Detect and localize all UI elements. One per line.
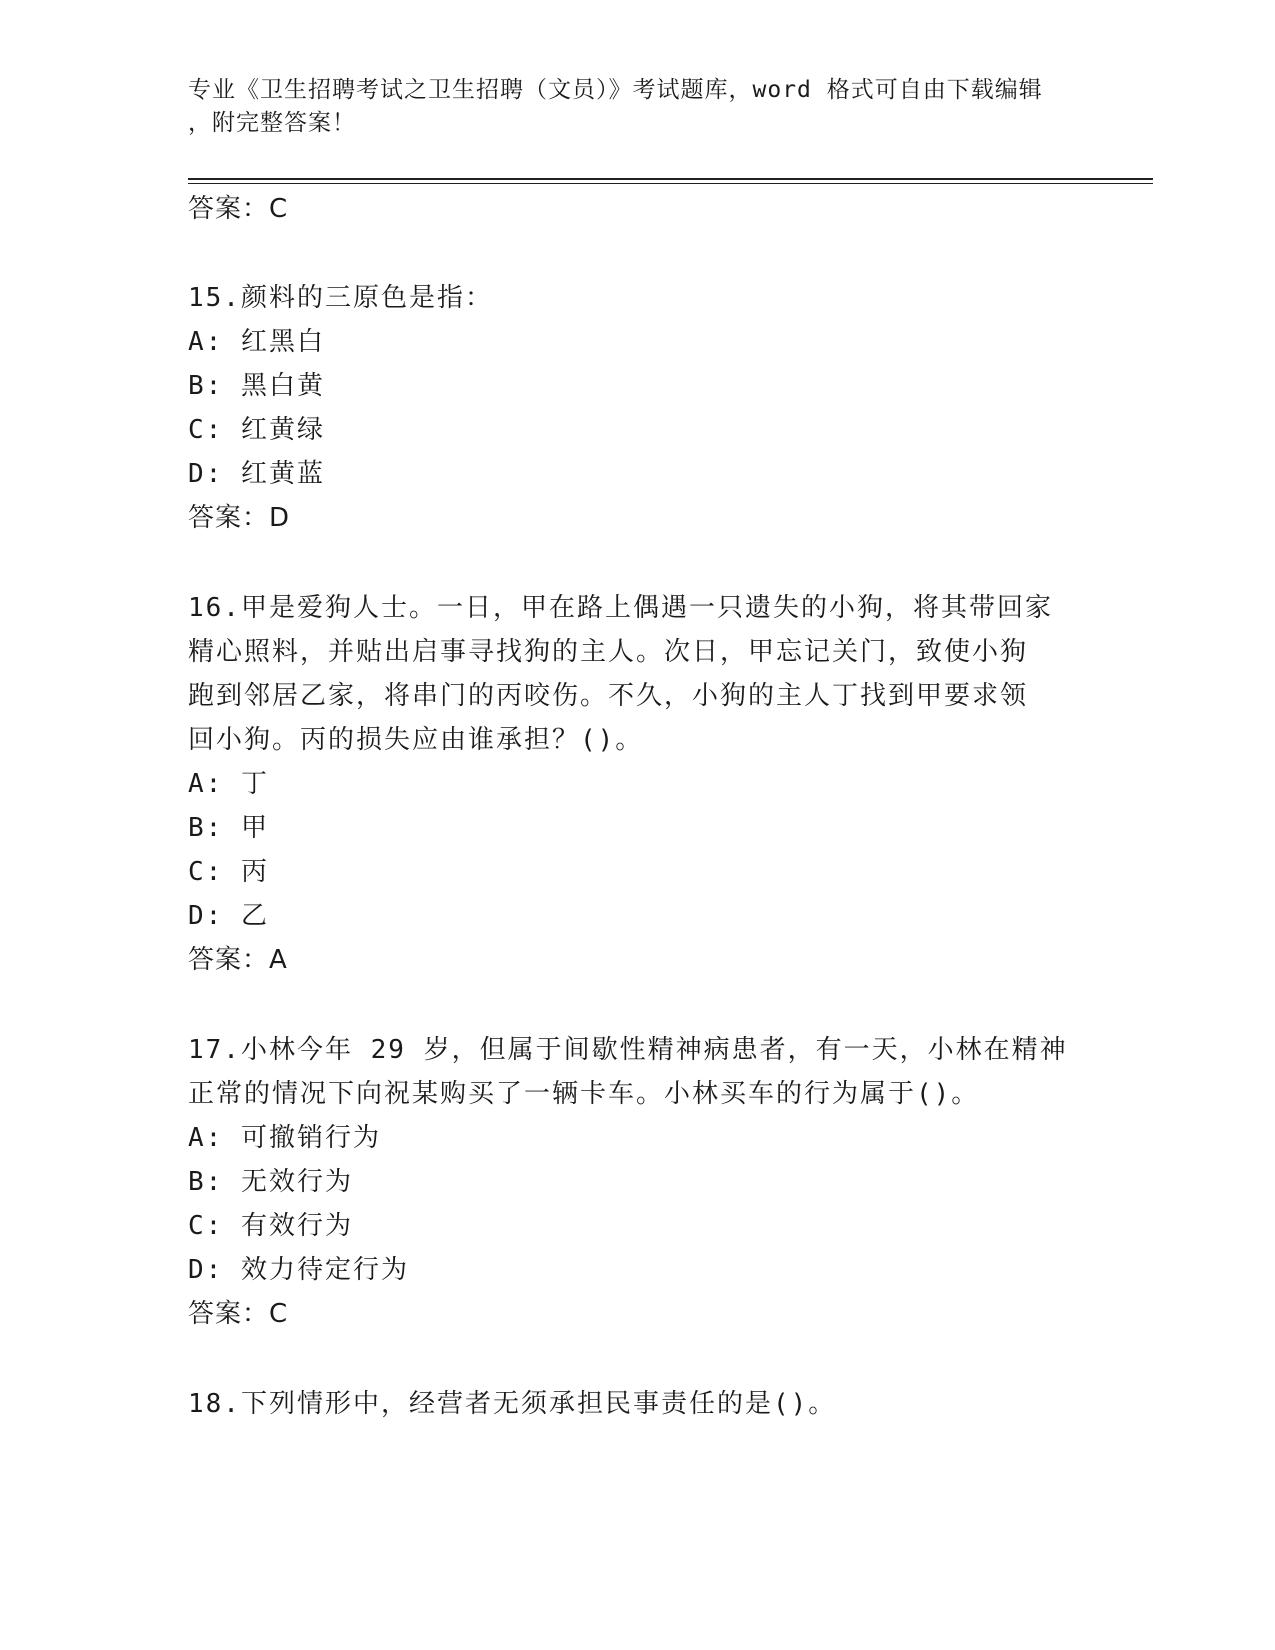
header-line-2: ，附完整答案！ — [188, 110, 356, 136]
q16-answer: 答案：A — [188, 945, 288, 975]
q17-option-c: C: 有效行为 — [188, 1211, 353, 1241]
header-divider-thin — [188, 183, 1153, 184]
q16-option-a: A: 丁 — [188, 769, 269, 799]
q15-answer: 答案：D — [188, 503, 291, 533]
header-line-1: 专业《卫生招聘考试之卫生招聘（文员）》考试题库，word 格式可自由下载编辑 — [188, 77, 1043, 103]
q15-option-a: A: 红黑白 — [188, 327, 325, 357]
q15-option-d: D: 红黄蓝 — [188, 459, 325, 489]
q16-option-c: C: 丙 — [188, 857, 269, 887]
header-divider-thick — [188, 178, 1153, 180]
question-15: 15.颜料的三原色是指： — [188, 283, 493, 313]
question-17-line-1: 17.小林今年 29 岁，但属于间歇性精神病患者，有一天，小林在精神 — [188, 1035, 1068, 1065]
q16-option-b: B: 甲 — [188, 813, 269, 843]
question-16-line-3: 跑到邻居乙家，将串门的丙咬伤。不久，小狗的主人丁找到甲要求领 — [188, 681, 1029, 711]
q15-option-c: C: 红黄绿 — [188, 415, 325, 445]
question-16-line-1: 16.甲是爱狗人士。一日，甲在路上偶遇一只遗失的小狗，将其带回家 — [188, 593, 1053, 623]
q17-option-d: D: 效力待定行为 — [188, 1255, 409, 1285]
question-18: 18.下列情形中，经营者无须承担民事责任的是()。 — [188, 1389, 837, 1419]
q17-option-b: B: 无效行为 — [188, 1167, 353, 1197]
q15-option-b: B: 黑白黄 — [188, 371, 325, 401]
question-17-line-2: 正常的情况下向祝某购买了一辆卡车。小林买车的行为属于()。 — [188, 1079, 980, 1109]
document-header — [188, 74, 1068, 140]
previous-answer: 答案：C — [188, 194, 289, 224]
q17-answer: 答案：C — [188, 1299, 289, 1329]
q16-option-d: D: 乙 — [188, 901, 269, 931]
q17-option-a: A: 可撤销行为 — [188, 1123, 381, 1153]
question-16-line-4: 回小狗。丙的损失应由谁承担？()。 — [188, 725, 644, 755]
question-16-line-2: 精心照料，并贴出启事寻找狗的主人。次日，甲忘记关门，致使小狗 — [188, 637, 1029, 667]
